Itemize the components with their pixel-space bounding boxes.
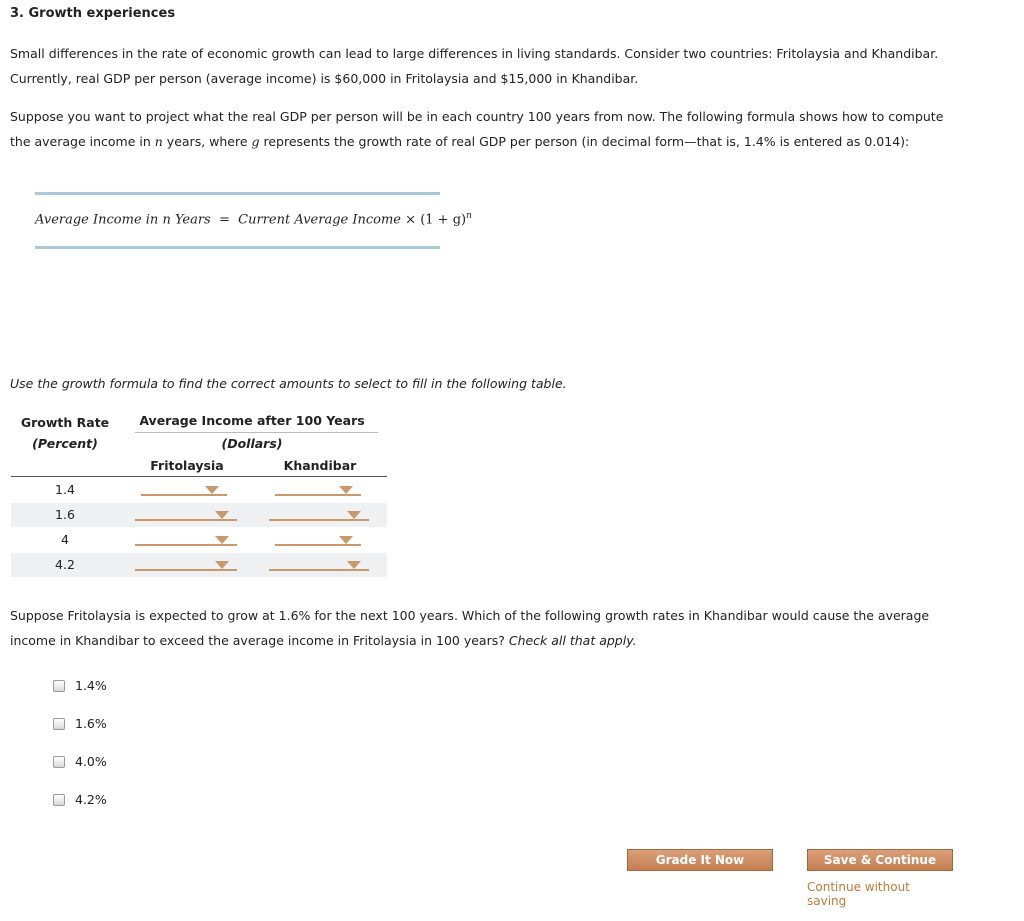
intro-line-2: Currently, real GDP per person (average income) is $60,000 in Fritolaysia and $15,000 in Khandibar. (10, 71, 639, 86)
growth-formula (35, 211, 472, 227)
dropdown-underline (275, 544, 361, 546)
formula-equals: = (219, 212, 230, 228)
fritolaysia-income-dropdown[interactable] (135, 532, 237, 548)
question-line-2 (10, 628, 1010, 653)
fritolaysia-income-dropdown[interactable] (135, 507, 237, 523)
table-row (11, 478, 387, 502)
formula-times: × (405, 212, 417, 228)
income-header-divider (135, 432, 378, 433)
khandibar-income-dropdown[interactable] (269, 557, 369, 573)
dropdown-arrow-icon (339, 536, 353, 544)
formula-top-rule (35, 192, 440, 195)
formula-lhs: Average Income in n Years (35, 212, 211, 228)
formula-term: (1 + g) (420, 212, 467, 228)
projection-text-a: the average income in (10, 134, 155, 149)
fritolaysia-income-dropdown[interactable] (141, 482, 227, 498)
option-label: 1.6% (75, 716, 107, 731)
col-khandibar-header: Khandibar (283, 458, 357, 473)
projection-line-1: Suppose you want to project what the real GDP per person will be in each country 100 years from now. The following formula shows how to compute (10, 109, 944, 124)
khandibar-income-dropdown[interactable] (269, 507, 369, 523)
projection-paragraph (10, 104, 1010, 154)
checkbox[interactable] (53, 718, 65, 730)
khandibar-income-dropdown[interactable] (275, 482, 361, 498)
question-hint: Check all that apply. (508, 633, 637, 648)
projection-text-b: years, where (162, 134, 252, 149)
intro-paragraph (10, 41, 1010, 91)
formula-exponent: n (466, 211, 472, 221)
formula-rhs: Current Average Income (238, 212, 401, 228)
dropdown-underline (269, 569, 369, 571)
dropdown-arrow-icon (215, 561, 229, 569)
table-row (11, 553, 387, 577)
col-growth-rate-header: Growth Rate (20, 415, 110, 430)
dropdown-underline (135, 569, 237, 571)
growth-rate-cell: 4.2 (55, 557, 75, 572)
dropdown-arrow-icon (347, 561, 361, 569)
col-fritolaysia-header: Fritolaysia (150, 458, 224, 473)
col-income-unit: (Dollars) (221, 436, 283, 451)
section-heading: 3. Growth experiences (10, 6, 176, 21)
question-line-1: Suppose Fritolaysia is expected to grow at 1.6% for the next 100 years. Which of the following growth rates in Khandibar would cause the average (10, 608, 930, 623)
checkbox[interactable] (53, 794, 65, 806)
option-label: 4.2% (75, 792, 107, 807)
projection-text-c: represents the growth rate of real GDP per person (in decimal form—that is, 1.4% is entered as 0.014): (259, 134, 910, 149)
table-row (11, 503, 387, 527)
table-row (11, 528, 387, 552)
grade-it-now-button[interactable]: Grade It Now (627, 849, 773, 871)
table-instruction: Use the growth formula to find the correct amounts to select to fill in the following table. (10, 376, 567, 391)
option-label: 1.4% (75, 678, 107, 693)
intro-line-1: Small differences in the rate of economic growth can lead to large differences in living standards. Consider two countries: Fritolaysia and Khandibar. (10, 46, 939, 61)
growth-rate-cell: 1.6 (55, 507, 75, 522)
dropdown-arrow-icon (347, 511, 361, 519)
dropdown-underline (135, 519, 237, 521)
col-growth-rate-unit: (Percent) (32, 436, 98, 451)
option-label: 4.0% (75, 754, 107, 769)
khandibar-income-dropdown[interactable] (275, 532, 361, 548)
question-paragraph (10, 603, 1010, 653)
dropdown-arrow-icon (205, 486, 219, 494)
formula-bottom-rule (35, 246, 440, 249)
save-and-continue-button[interactable]: Save & Continue (807, 849, 953, 871)
col-income-header: Average Income after 100 Years (139, 413, 365, 428)
dropdown-underline (141, 494, 227, 496)
checkbox[interactable] (53, 680, 65, 692)
checkbox[interactable] (53, 756, 65, 768)
continue-without-saving-link[interactable]: Continue without saving (807, 880, 910, 908)
dropdown-underline (269, 519, 369, 521)
variable-g: g (251, 134, 260, 149)
dropdown-arrow-icon (339, 486, 353, 494)
dropdown-underline (275, 494, 361, 496)
table-header-rule (11, 476, 387, 477)
dropdown-arrow-icon (215, 536, 229, 544)
projection-line-2 (10, 129, 1010, 154)
fritolaysia-income-dropdown[interactable] (135, 557, 237, 573)
growth-rate-cell: 1.4 (55, 482, 75, 497)
growth-rate-cell: 4 (61, 532, 69, 547)
dropdown-arrow-icon (215, 511, 229, 519)
dropdown-underline (135, 544, 237, 546)
variable-n: n (154, 134, 163, 149)
question-text: income in Khandibar to exceed the average income in Fritolaysia in 100 years? (10, 633, 505, 648)
